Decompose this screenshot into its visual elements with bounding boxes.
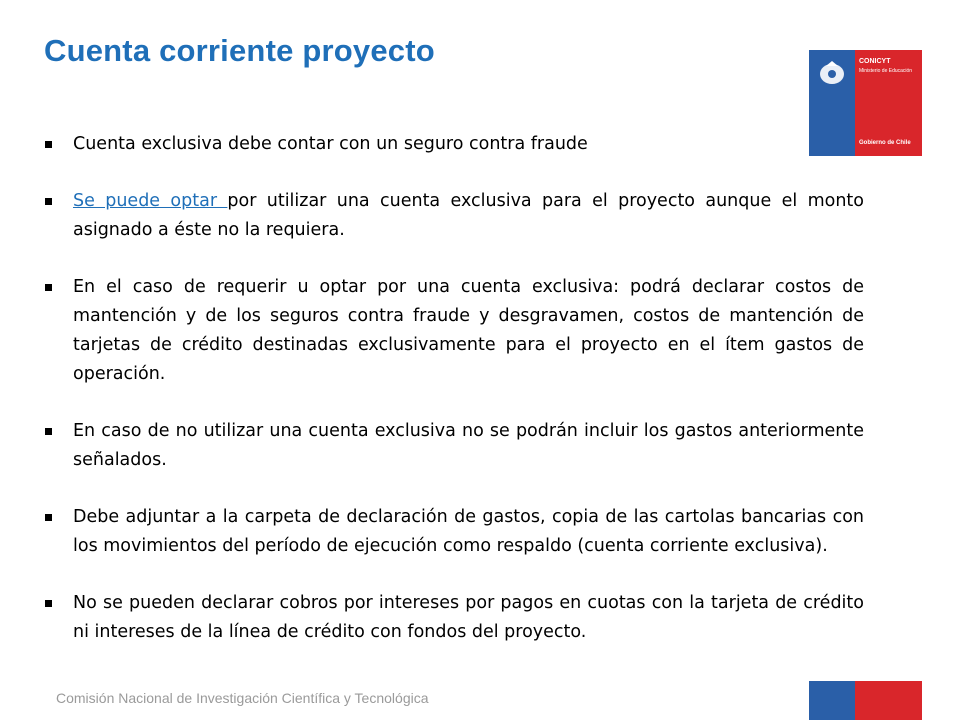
bullet-text: Debe adjuntar a la carpeta de declaración de gastos, copia de las cartolas bancarias con los movimientos del período de ejecución como respaldo (cuenta corriente exclusiva). (73, 507, 864, 556)
bullet-square-icon (45, 284, 52, 291)
bullet-square-icon (45, 141, 52, 148)
bullet-square-icon (45, 514, 52, 521)
bullet-square-icon (45, 198, 52, 205)
logo-gobierno: Gobierno de Chile (859, 140, 911, 146)
bullet-text: En caso de no utilizar una cuenta exclusiva no se podrán incluir los gastos anteriormente señalados. (73, 421, 864, 470)
bullet-item-1 (44, 130, 864, 159)
bullet-item-3 (44, 273, 864, 389)
flag-blue (809, 681, 855, 720)
bullet-text: Cuenta exclusiva debe contar con un seguro contra fraude (73, 134, 588, 154)
bullet-text: por utilizar una cuenta exclusiva para el proyecto aunque el monto asignado a éste no la requiera. (73, 191, 864, 240)
bullet-item-2 (44, 187, 864, 245)
footer-flag (809, 681, 922, 720)
bullet-text: No se pueden declarar cobros por intereses por pagos en cuotas con la tarjeta de crédito ni intereses de la línea de crédito con fondos del proyecto. (73, 593, 864, 642)
bullet-square-icon (45, 428, 52, 435)
bullet-item-5 (44, 503, 864, 561)
se-puede-optar-link[interactable]: Se puede optar (73, 191, 228, 211)
page-title: Cuenta corriente proyecto (44, 33, 435, 68)
bullet-item-6 (44, 589, 864, 647)
bullet-list (44, 130, 864, 675)
logo-ministry: Ministerio de Educación (859, 68, 913, 74)
coat-of-arms-icon (815, 58, 849, 88)
flag-red (855, 681, 922, 720)
footer-text: Comisión Nacional de Investigación Científica y Tecnológica (56, 690, 429, 706)
bullet-square-icon (45, 600, 52, 607)
bullet-item-4 (44, 417, 864, 475)
logo-org: CONICYT (859, 58, 891, 65)
bullet-text: En el caso de requerir u optar por una cuenta exclusiva: podrá declarar costos de mantención y de los seguros contra fraude y desgravamen, costos de mantención de tarjetas de crédito destinadas exclusivamente para el proyecto en el ítem gastos de operación. (73, 277, 864, 384)
